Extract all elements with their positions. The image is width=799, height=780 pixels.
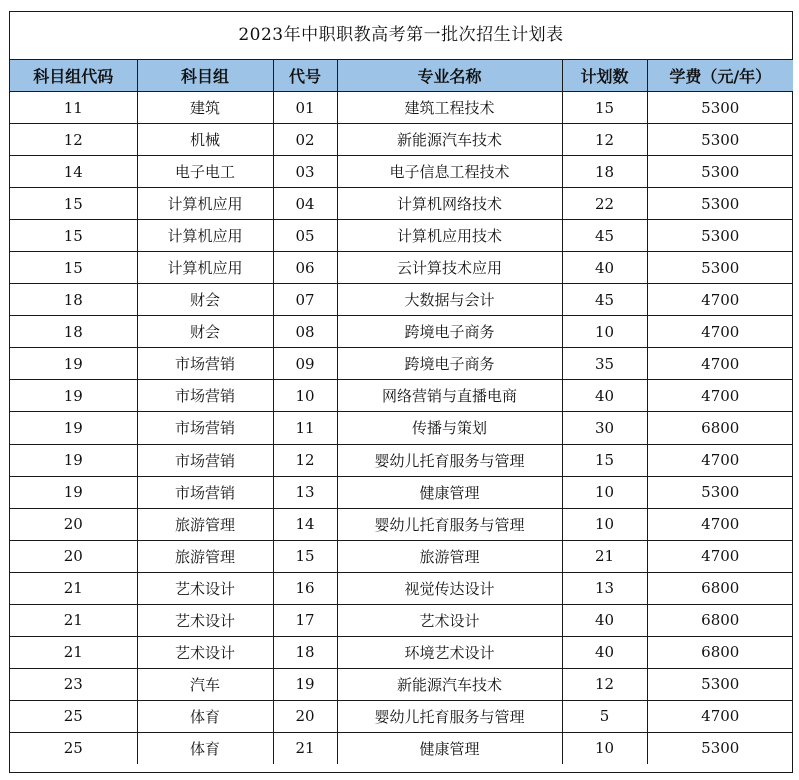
code-cell: 18 <box>273 636 337 668</box>
subject-group-cell: 汽车 <box>137 668 273 700</box>
subject-group-code-cell: 19 <box>10 476 137 508</box>
table-row <box>10 444 793 476</box>
table-title: 2023年中职职教高考第一批次招生计划表 <box>10 12 792 60</box>
subject-group-code-cell: 12 <box>10 124 137 156</box>
table-row <box>10 700 793 732</box>
header-subject-group: 科目组 <box>137 60 273 92</box>
subject-group-cell: 艺术设计 <box>137 636 273 668</box>
subject-group-code-cell: 18 <box>10 284 137 316</box>
code-cell: 12 <box>273 444 337 476</box>
major-name-cell: 计算机应用技术 <box>337 220 562 252</box>
major-name-cell: 新能源汽车技术 <box>337 124 562 156</box>
plan-count-cell: 18 <box>562 156 647 188</box>
tuition-cell: 5300 <box>647 92 793 124</box>
tuition-cell: 6800 <box>647 412 793 444</box>
code-cell: 16 <box>273 572 337 604</box>
code-cell: 02 <box>273 124 337 156</box>
subject-group-cell: 艺术设计 <box>137 604 273 636</box>
code-cell: 10 <box>273 380 337 412</box>
subject-group-cell: 市场营销 <box>137 412 273 444</box>
table-row <box>10 220 793 252</box>
table-row <box>10 156 793 188</box>
tuition-cell: 4700 <box>647 348 793 380</box>
major-name-cell: 健康管理 <box>337 476 562 508</box>
major-name-cell: 跨境电子商务 <box>337 348 562 380</box>
code-cell: 09 <box>273 348 337 380</box>
table-row <box>10 348 793 380</box>
table-row <box>10 92 793 124</box>
tuition-cell: 4700 <box>647 508 793 540</box>
subject-group-cell: 机械 <box>137 124 273 156</box>
subject-group-code-cell: 11 <box>10 92 137 124</box>
subject-group-code-cell: 14 <box>10 156 137 188</box>
subject-group-cell: 体育 <box>137 700 273 732</box>
tuition-cell: 4700 <box>647 284 793 316</box>
subject-group-cell: 市场营销 <box>137 348 273 380</box>
major-name-cell: 计算机网络技术 <box>337 188 562 220</box>
plan-count-cell: 5 <box>562 700 647 732</box>
table-row <box>10 188 793 220</box>
code-cell: 11 <box>273 412 337 444</box>
table-row <box>10 668 793 700</box>
plan-count-cell: 12 <box>562 668 647 700</box>
code-cell: 07 <box>273 284 337 316</box>
table-row <box>10 540 793 572</box>
enrollment-plan-table <box>10 60 793 764</box>
plan-count-cell: 40 <box>562 636 647 668</box>
subject-group-cell: 财会 <box>137 316 273 348</box>
table-row <box>10 604 793 636</box>
plan-count-cell: 35 <box>562 348 647 380</box>
subject-group-code-cell: 20 <box>10 508 137 540</box>
tuition-cell: 5300 <box>647 476 793 508</box>
table-row <box>10 572 793 604</box>
header-row <box>10 60 793 92</box>
plan-count-cell: 40 <box>562 252 647 284</box>
major-name-cell: 云计算技术应用 <box>337 252 562 284</box>
subject-group-code-cell: 21 <box>10 636 137 668</box>
plan-count-cell: 10 <box>562 316 647 348</box>
plan-count-cell: 12 <box>562 124 647 156</box>
plan-count-cell: 10 <box>562 508 647 540</box>
code-cell: 13 <box>273 476 337 508</box>
plan-count-cell: 10 <box>562 732 647 764</box>
subject-group-code-cell: 15 <box>10 220 137 252</box>
plan-count-cell: 10 <box>562 476 647 508</box>
plan-count-cell: 22 <box>562 188 647 220</box>
major-name-cell: 跨境电子商务 <box>337 316 562 348</box>
major-name-cell: 传播与策划 <box>337 412 562 444</box>
code-cell: 05 <box>273 220 337 252</box>
tuition-cell: 5300 <box>647 124 793 156</box>
subject-group-cell: 市场营销 <box>137 380 273 412</box>
header-subject-group-code: 科目组代码 <box>10 60 137 92</box>
header-plan-count: 计划数 <box>562 60 647 92</box>
subject-group-code-cell: 15 <box>10 252 137 284</box>
table-body <box>10 92 793 764</box>
tuition-cell: 5300 <box>647 668 793 700</box>
subject-group-cell: 艺术设计 <box>137 572 273 604</box>
tuition-cell: 5300 <box>647 188 793 220</box>
major-name-cell: 网络营销与直播电商 <box>337 380 562 412</box>
tuition-cell: 5300 <box>647 252 793 284</box>
major-name-cell: 艺术设计 <box>337 604 562 636</box>
code-cell: 14 <box>273 508 337 540</box>
tuition-cell: 4700 <box>647 444 793 476</box>
code-cell: 08 <box>273 316 337 348</box>
plan-count-cell: 45 <box>562 220 647 252</box>
major-name-cell: 环境艺术设计 <box>337 636 562 668</box>
table-row <box>10 316 793 348</box>
plan-count-cell: 15 <box>562 444 647 476</box>
subject-group-cell: 市场营销 <box>137 476 273 508</box>
plan-count-cell: 21 <box>562 540 647 572</box>
spreadsheet-table-container <box>9 11 793 773</box>
table-row <box>10 476 793 508</box>
header-code: 代号 <box>273 60 337 92</box>
plan-count-cell: 40 <box>562 604 647 636</box>
tuition-cell: 6800 <box>647 572 793 604</box>
subject-group-code-cell: 19 <box>10 412 137 444</box>
subject-group-cell: 计算机应用 <box>137 188 273 220</box>
subject-group-code-cell: 19 <box>10 444 137 476</box>
major-name-cell: 大数据与会计 <box>337 284 562 316</box>
major-name-cell: 建筑工程技术 <box>337 92 562 124</box>
code-cell: 04 <box>273 188 337 220</box>
subject-group-code-cell: 19 <box>10 348 137 380</box>
subject-group-cell: 体育 <box>137 732 273 764</box>
code-cell: 15 <box>273 540 337 572</box>
subject-group-code-cell: 19 <box>10 380 137 412</box>
table-row <box>10 636 793 668</box>
plan-count-cell: 45 <box>562 284 647 316</box>
plan-count-cell: 40 <box>562 380 647 412</box>
table-row <box>10 508 793 540</box>
code-cell: 20 <box>273 700 337 732</box>
tuition-cell: 6800 <box>647 604 793 636</box>
subject-group-cell: 市场营销 <box>137 444 273 476</box>
table-row <box>10 412 793 444</box>
plan-count-cell: 13 <box>562 572 647 604</box>
major-name-cell: 旅游管理 <box>337 540 562 572</box>
code-cell: 21 <box>273 732 337 764</box>
table-row <box>10 284 793 316</box>
plan-count-cell: 15 <box>562 92 647 124</box>
tuition-cell: 5300 <box>701 739 740 758</box>
plan-count-cell: 30 <box>562 412 647 444</box>
subject-group-cell: 计算机应用 <box>137 220 273 252</box>
tuition-cell: 4700 <box>647 540 793 572</box>
subject-group-code-cell: 25 <box>10 732 137 764</box>
major-name-cell: 婴幼儿托育服务与管理 <box>337 700 562 732</box>
subject-group-code-cell: 21 <box>10 572 137 604</box>
header-tuition: 学费（元/年） <box>647 60 793 92</box>
major-name-cell: 婴幼儿托育服务与管理 <box>337 444 562 476</box>
subject-group-cell: 计算机应用 <box>137 252 273 284</box>
subject-group-cell: 电子电工 <box>137 156 273 188</box>
code-cell: 17 <box>273 604 337 636</box>
code-cell: 01 <box>273 92 337 124</box>
subject-group-cell: 财会 <box>137 284 273 316</box>
subject-group-code-cell: 23 <box>10 668 137 700</box>
subject-group-cell: 旅游管理 <box>137 508 273 540</box>
subject-group-code-cell: 25 <box>10 700 137 732</box>
major-name-cell: 新能源汽车技术 <box>337 668 562 700</box>
subject-group-code-cell: 20 <box>10 540 137 572</box>
table-row <box>10 732 793 764</box>
subject-group-cell: 建筑 <box>137 92 273 124</box>
major-name-cell: 婴幼儿托育服务与管理 <box>337 508 562 540</box>
subject-group-code-cell: 15 <box>10 188 137 220</box>
code-cell: 06 <box>273 252 337 284</box>
tuition-cell: 5300 <box>647 220 793 252</box>
subject-group-code-cell: 21 <box>10 604 137 636</box>
table-row <box>10 252 793 284</box>
major-name-cell: 健康管理 <box>337 732 562 764</box>
major-name-cell: 视觉传达设计 <box>337 572 562 604</box>
tuition-cell: 4700 <box>647 380 793 412</box>
major-name-cell: 电子信息工程技术 <box>337 156 562 188</box>
subject-group-cell: 旅游管理 <box>137 540 273 572</box>
tuition-cell: 6800 <box>647 636 793 668</box>
tuition-cell: 4700 <box>647 316 793 348</box>
subject-group-code-cell: 18 <box>10 316 137 348</box>
tuition-cell: 5300 <box>647 156 793 188</box>
header-major-name: 专业名称 <box>337 60 562 92</box>
code-cell: 19 <box>273 668 337 700</box>
table-row <box>10 380 793 412</box>
table-row <box>10 124 793 156</box>
code-cell: 03 <box>273 156 337 188</box>
tuition-cell: 4700 <box>647 700 793 732</box>
